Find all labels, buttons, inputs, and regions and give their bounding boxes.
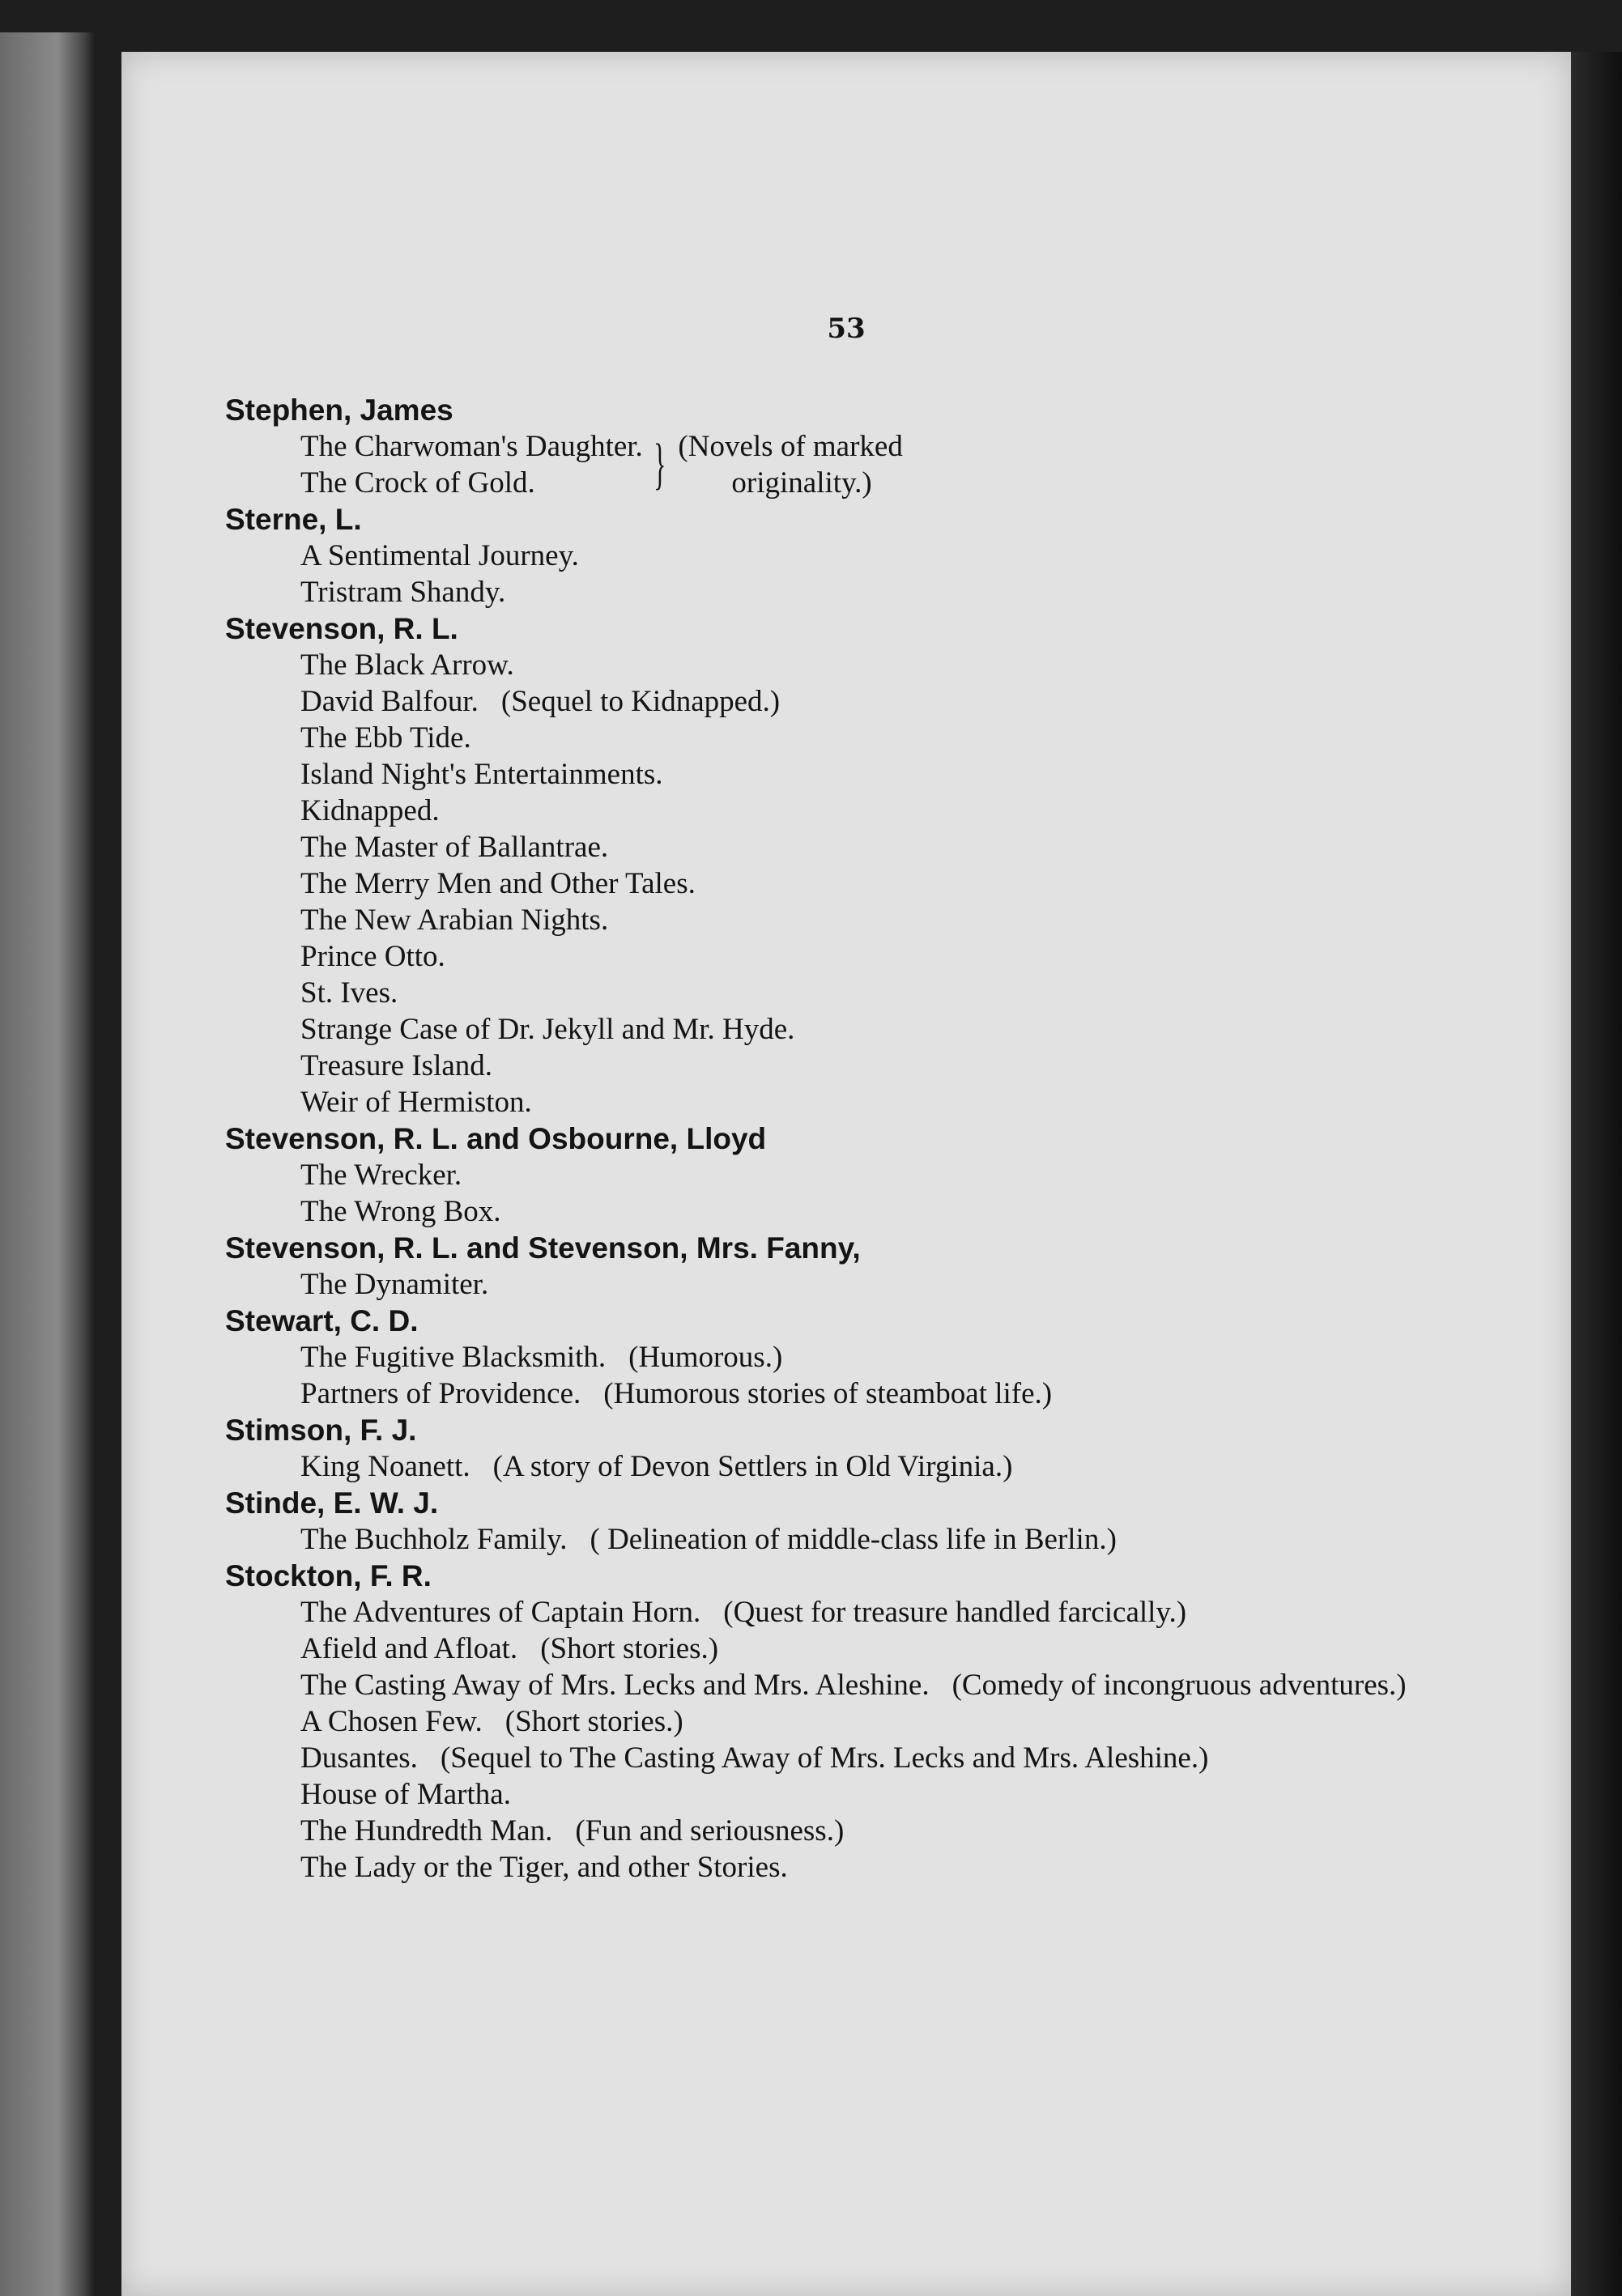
book-entry	[300, 1813, 1424, 1849]
author-entry	[225, 1558, 1424, 1886]
book-note: (Novels of marked originality.)	[678, 430, 903, 500]
book-note: (Quest for treasure handled farcically.)	[723, 1596, 1187, 1629]
book-title: The Wrecker.	[300, 1159, 462, 1192]
author-name: Stevenson, R. L.	[225, 612, 458, 645]
book-note: (Short stories.)	[540, 1632, 719, 1665]
facing-page-edge	[0, 32, 96, 2296]
bracketed-titles	[300, 428, 1424, 501]
book-entry	[300, 1594, 1424, 1631]
book-entry	[300, 683, 1424, 720]
book-entry	[300, 647, 1424, 683]
book-title: Dusantes.	[300, 1741, 418, 1775]
book-title: The Black Arrow.	[300, 648, 514, 682]
book-title: A Chosen Few.	[300, 1705, 483, 1738]
book-title: The Wrong Box.	[300, 1195, 501, 1228]
author-name: Stephen, James	[225, 393, 453, 427]
book-title: The Fugitive Blacksmith.	[300, 1341, 607, 1374]
author-name: Sterne, L.	[225, 503, 362, 536]
author-name: Stewart, C. D.	[225, 1304, 419, 1337]
book-title: The Hundredth Man.	[300, 1814, 553, 1847]
book-entry	[300, 1048, 1424, 1084]
book-entry	[300, 1776, 1424, 1813]
brace-glyph: }	[653, 433, 666, 495]
book-entry	[300, 975, 1424, 1011]
book-title: The Lady or the Tiger, and other Stories.	[300, 1851, 788, 1884]
book-entry	[300, 938, 1424, 975]
book-entry	[300, 1849, 1424, 1886]
book-note: (Humorous.)	[628, 1341, 783, 1374]
author-name: Stockton, F. R.	[225, 1559, 432, 1592]
author-name: Stimson, F. J.	[225, 1414, 417, 1447]
book-title: Tristram Shandy.	[300, 576, 506, 609]
book-entry	[300, 1193, 1424, 1230]
book-note: (A story of Devon Settlers in Old Virginia.)	[492, 1450, 1013, 1483]
book-title: Treasure Island.	[300, 1049, 493, 1082]
book-title: Island Night's Entertainments.	[300, 758, 663, 791]
book-entry	[300, 1339, 1424, 1375]
book-entry	[300, 1084, 1424, 1120]
book-entry	[300, 793, 1424, 829]
book-note: (Short stories.)	[504, 1705, 683, 1738]
book-title: The Crock of Gold.	[300, 466, 535, 500]
author-name: Stevenson, R. L. and Osbourne, Lloyd	[225, 1122, 767, 1155]
author-list	[225, 392, 1424, 1886]
book-title: Weir of Hermiston.	[300, 1086, 532, 1119]
book-entry	[300, 1740, 1424, 1776]
book-title: David Balfour.	[300, 685, 479, 718]
book-entry	[300, 902, 1424, 938]
book-note: (Sequel to Kidnapped.)	[500, 685, 781, 718]
book-title: The Merry Men and Other Tales.	[300, 867, 696, 900]
book-page	[121, 52, 1571, 2296]
book-title: House of Martha.	[300, 1778, 511, 1811]
author-entry	[225, 392, 1424, 501]
book-title: The Master of Ballantrae.	[300, 831, 609, 864]
book-title: Afield and Afloat.	[300, 1632, 518, 1665]
author-entry	[225, 1230, 1424, 1303]
book-title: Prince Otto.	[300, 940, 445, 973]
book-note: (Fun and seriousness.)	[575, 1814, 845, 1847]
author-name: Stinde, E. W. J.	[225, 1486, 439, 1520]
author-entry	[225, 501, 1424, 610]
author-entry	[225, 610, 1424, 1120]
book-entry	[300, 1157, 1424, 1193]
book-entry	[300, 1011, 1424, 1048]
book-title: Partners of Providence.	[300, 1377, 581, 1410]
book-title: St. Ives.	[300, 976, 398, 1010]
book-title: The Charwoman's Daughter.	[300, 430, 643, 463]
book-title: King Noanett.	[300, 1450, 470, 1483]
author-entry	[225, 1485, 1424, 1558]
book-title: A Sentimental Journey.	[300, 539, 579, 572]
book-title: The Ebb Tide.	[300, 721, 471, 755]
author-entry	[225, 1412, 1424, 1485]
book-entry	[300, 1266, 1424, 1303]
author-entry	[225, 1120, 1424, 1230]
book-entry	[300, 1521, 1424, 1558]
book-title: The New Arabian Nights.	[300, 904, 609, 937]
page-number: 53	[827, 313, 866, 345]
book-title: The Casting Away of Mrs. Lecks and Mrs. Aleshine.	[300, 1669, 930, 1702]
book-note: (Sequel to The Casting Away of Mrs. Lecks and Mrs. Aleshine.)	[440, 1741, 1209, 1775]
book-note: (Humorous stories of steamboat life.)	[603, 1377, 1053, 1410]
author-entry	[225, 1303, 1424, 1412]
book-title: Kidnapped.	[300, 794, 440, 827]
right-page-edge	[1571, 52, 1622, 2296]
book-entry	[300, 829, 1424, 865]
book-entry	[300, 865, 1424, 902]
book-entry	[300, 1375, 1424, 1412]
book-title: The Dynamiter.	[300, 1268, 489, 1301]
book-title: Strange Case of Dr. Jekyll and Mr. Hyde.	[300, 1013, 795, 1046]
author-name: Stevenson, R. L. and Stevenson, Mrs. Fanny,	[225, 1231, 861, 1265]
book-entry	[300, 1667, 1424, 1703]
book-title: The Adventures of Captain Horn.	[300, 1596, 701, 1629]
book-entry	[300, 538, 1424, 574]
book-note: (Comedy of incongruous adventures.)	[951, 1669, 1407, 1702]
book-entry	[300, 1448, 1424, 1485]
book-entry	[300, 756, 1424, 793]
book-entry	[300, 720, 1424, 756]
book-entry	[300, 1631, 1424, 1667]
book-title: The Buchholz Family.	[300, 1523, 568, 1556]
book-entry	[300, 1703, 1424, 1740]
book-note: ( Delineation of middle-class life in Berlin.)	[590, 1523, 1117, 1556]
book-entry	[300, 574, 1424, 610]
